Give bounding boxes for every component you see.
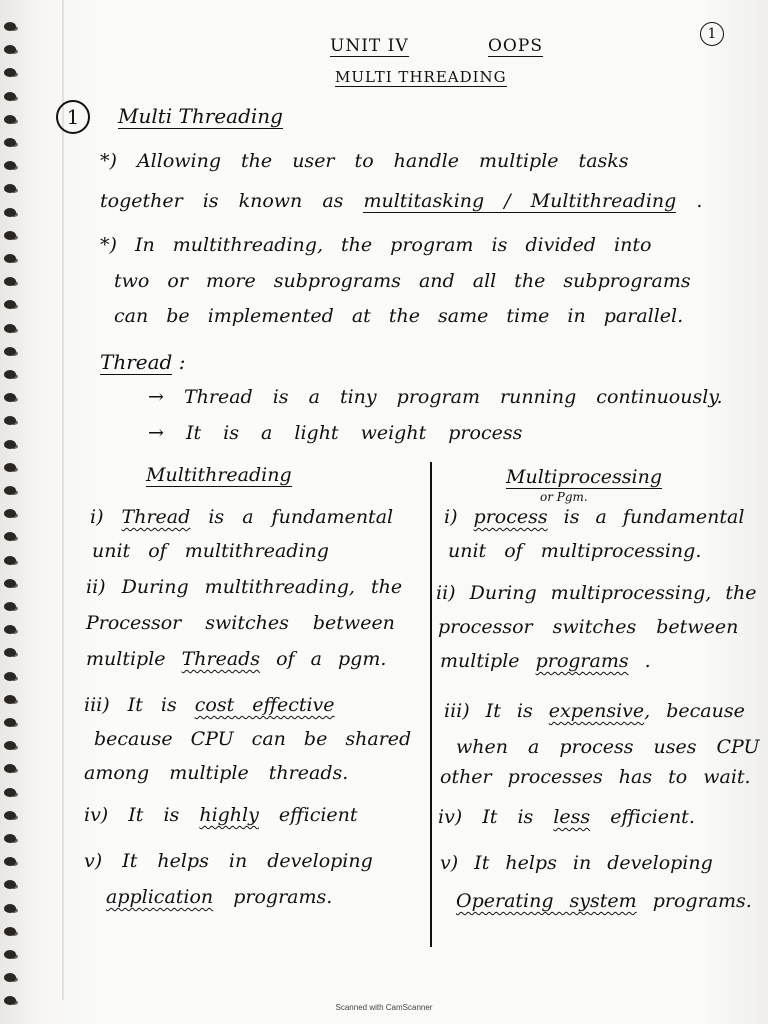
spiral-ring <box>4 161 16 170</box>
spiral-ring <box>4 347 16 356</box>
thread-point-1: → Thread is a tiny program running continuously. <box>148 386 723 408</box>
left-point-iii-line2: because CPU can be shared <box>94 728 412 750</box>
right-point-ii-line2: processor switches between <box>438 616 739 638</box>
right-point-v-line1: v) It helps in developing <box>440 852 713 874</box>
page-number: 1 <box>700 22 724 46</box>
spiral-binding <box>0 0 30 1000</box>
spiral-ring <box>4 788 16 797</box>
right-point-iii-line1: iii) It is expensive, because <box>444 700 745 722</box>
margin-line <box>62 0 64 1000</box>
spiral-ring <box>4 811 16 820</box>
multiprocessing-column-heading: Multiprocessing <box>506 466 663 488</box>
spiral-ring <box>4 208 16 217</box>
spiral-ring <box>4 927 16 936</box>
topic-title: MULTI THREADING <box>335 68 507 86</box>
spiral-ring <box>4 22 16 31</box>
spiral-ring <box>4 672 16 681</box>
spiral-ring <box>4 416 16 425</box>
subject-title: OOPS <box>488 36 543 56</box>
spiral-ring <box>4 602 16 611</box>
right-point-v-line2: Operating system programs. <box>456 890 752 912</box>
spiral-ring <box>4 904 16 913</box>
left-point-iii-line3: among multiple threads. <box>84 762 349 784</box>
right-point-i-line2: unit of multiprocessing. <box>448 540 702 562</box>
paragraph1-line1: *) Allowing the user to handle multiple tasks <box>100 150 629 172</box>
multiprocessing-heading-note: or Pgm. <box>540 490 588 504</box>
spiral-ring <box>4 880 16 889</box>
spiral-ring <box>4 254 16 263</box>
spiral-ring <box>4 486 16 495</box>
spiral-ring <box>4 370 16 379</box>
left-point-ii-line2: Processor switches between <box>86 612 395 634</box>
left-point-i-line1: i) Thread is a fundamental <box>90 506 394 528</box>
spiral-ring <box>4 68 16 77</box>
unit-title: UNIT IV <box>330 36 409 56</box>
spiral-ring <box>4 950 16 959</box>
left-point-v-line2: application programs. <box>106 886 333 908</box>
section-number-badge: 1 <box>56 100 90 134</box>
right-point-iii-line3: other processes has to wait. <box>440 766 751 788</box>
spiral-ring <box>4 741 16 750</box>
column-divider <box>430 462 432 947</box>
spiral-ring <box>4 579 16 588</box>
spiral-ring <box>4 834 16 843</box>
right-point-ii-line1: ii) During multiprocessing, the <box>436 582 757 604</box>
right-point-iv: iv) It is less efficient. <box>438 806 695 828</box>
spiral-ring <box>4 648 16 657</box>
spiral-ring <box>4 231 16 240</box>
spiral-ring <box>4 324 16 333</box>
spiral-ring <box>4 92 16 101</box>
spiral-ring <box>4 393 16 402</box>
left-point-ii-line3: multiple Threads of a pgm. <box>86 648 387 670</box>
left-point-iii-line1: iii) It is cost effective <box>84 694 335 716</box>
spiral-ring <box>4 45 16 54</box>
spiral-ring <box>4 532 16 541</box>
thread-heading: Thread : <box>100 350 186 374</box>
spiral-ring <box>4 857 16 866</box>
right-point-i-line1: i) process is a fundamental <box>444 506 745 528</box>
thread-point-2: → It is a light weight process <box>148 422 523 444</box>
spiral-ring <box>4 718 16 727</box>
spiral-ring <box>4 764 16 773</box>
section-heading: Multi Threading <box>118 104 283 128</box>
left-point-iv: iv) It is highly efficient <box>84 804 358 826</box>
spiral-ring <box>4 556 16 565</box>
right-point-ii-line3: multiple programs . <box>440 650 651 672</box>
spiral-ring <box>4 695 16 704</box>
spiral-ring <box>4 625 16 634</box>
left-point-v-line1: v) It helps in developing <box>84 850 373 872</box>
right-point-iii-line2: when a process uses CPU <box>456 736 760 758</box>
spiral-ring <box>4 463 16 472</box>
spiral-ring <box>4 509 16 518</box>
left-point-i-line2: unit of multithreading <box>92 540 329 562</box>
spiral-ring <box>4 973 16 982</box>
multithreading-column-heading: Multithreading <box>146 464 292 486</box>
spiral-ring <box>4 277 16 286</box>
paragraph2-line1: *) In multithreading, the program is divided into <box>100 234 652 256</box>
spiral-ring <box>4 115 16 124</box>
paragraph1-line2: together is known as multitasking / Multithreading . <box>100 190 703 212</box>
scanner-watermark: Scanned with CamScanner <box>335 1003 433 1012</box>
paragraph2-line3: can be implemented at the same time in parallel. <box>114 305 684 327</box>
left-point-ii-line1: ii) During multithreading, the <box>86 576 403 598</box>
spiral-ring <box>4 440 16 449</box>
spiral-ring <box>4 300 16 309</box>
spiral-ring <box>4 184 16 193</box>
spiral-ring <box>4 138 16 147</box>
paragraph2-line2: two or more subprograms and all the subprograms <box>114 270 691 292</box>
